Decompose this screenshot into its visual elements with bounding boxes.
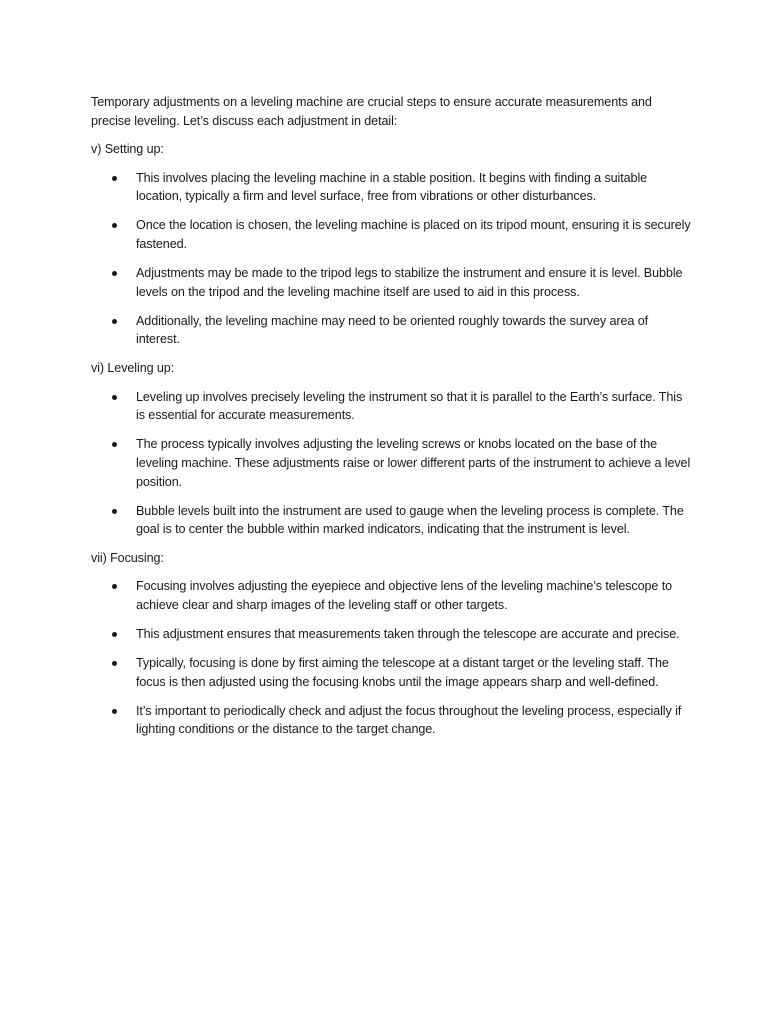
list-item-text: Adjustments may be made to the tripod legs to stabilize the instrument and ensure it is level. Bubble levels on the tripod and the leveling machine itself are used to aid in this process.	[136, 266, 683, 299]
list-item-text: Leveling up involves precisely leveling the instrument so that it is parallel to the Earth’s surface. This is essential for accurate measurements.	[136, 389, 683, 423]
list-item-text: This adjustment ensures that measurements taken through the telescope are accurate and precise.	[136, 627, 680, 642]
list-item-text: Once the location is chosen, the leveling machine is placed on its tripod mount, ensuring it is securely fastened.	[136, 218, 691, 252]
list-item	[91, 312, 691, 349]
list-item	[91, 654, 691, 691]
bullet-icon	[112, 584, 117, 589]
list-item	[91, 264, 691, 301]
bullet-list-focusing	[91, 577, 691, 739]
bullet-icon	[112, 223, 117, 228]
bullet-icon	[112, 319, 117, 324]
list-item	[91, 388, 691, 425]
bullet-icon	[112, 509, 117, 514]
list-item-text: Focusing involves adjusting the eyepiece and objective lens of the leveling machine’s telescope to achieve clear and sharp images of the leveling staff or other targets.	[136, 579, 673, 612]
bullet-list-setting-up	[91, 169, 691, 349]
list-item-text: Typically, focusing is done by first aiming the telescope at a distant target or the leveling staff. The focus is then adjusted using the focusing knobs until the image appears sharp and well-defined.	[136, 656, 669, 689]
bullet-icon	[112, 176, 117, 181]
list-item	[91, 216, 691, 253]
list-item-text: This involves placing the leveling machine in a stable position. It begins with finding a suitable location, typically a firm and level surface, free from vibrations or other disturbances.	[136, 170, 648, 204]
bullet-icon	[112, 632, 117, 637]
bullet-icon	[112, 661, 117, 666]
list-item	[91, 702, 691, 739]
bullet-icon	[112, 709, 117, 714]
bullet-list-leveling-up	[91, 388, 691, 539]
list-item	[91, 577, 691, 614]
section-heading-setting-up: v) Setting up:	[91, 142, 164, 157]
section-heading-focusing: vii) Focusing:	[91, 550, 164, 565]
intro-paragraph: Temporary adjustments on a leveling machine are crucial steps to ensure accurate measurements and precise leveling. Let’s discuss each adjustment in detail:	[91, 95, 652, 128]
list-item-text: Bubble levels built into the instrument are used to gauge when the leveling process is complete. The goal is to center the bubble within marked indicators, indicating that the instrument is level.	[136, 503, 684, 537]
list-item	[91, 502, 691, 539]
bullet-icon	[112, 442, 117, 447]
list-item-text: The process typically involves adjusting the leveling screws or knobs located on the base of the leveling machine. These adjustments raise or lower different parts of the instrument to achieve a level position.	[136, 437, 691, 489]
list-item-text: It’s important to periodically check and adjust the focus throughout the leveling process, especially if lighting conditions or the distance to the target change.	[136, 703, 682, 737]
list-item	[91, 169, 691, 206]
list-item-text: Additionally, the leveling machine may need to be oriented roughly towards the survey area of interest.	[136, 313, 649, 347]
document-page	[91, 93, 691, 749]
list-item	[91, 435, 691, 491]
bullet-icon	[112, 395, 117, 400]
list-item	[91, 625, 691, 644]
bullet-icon	[112, 271, 117, 276]
section-heading-leveling-up: vi) Leveling up:	[91, 361, 175, 376]
